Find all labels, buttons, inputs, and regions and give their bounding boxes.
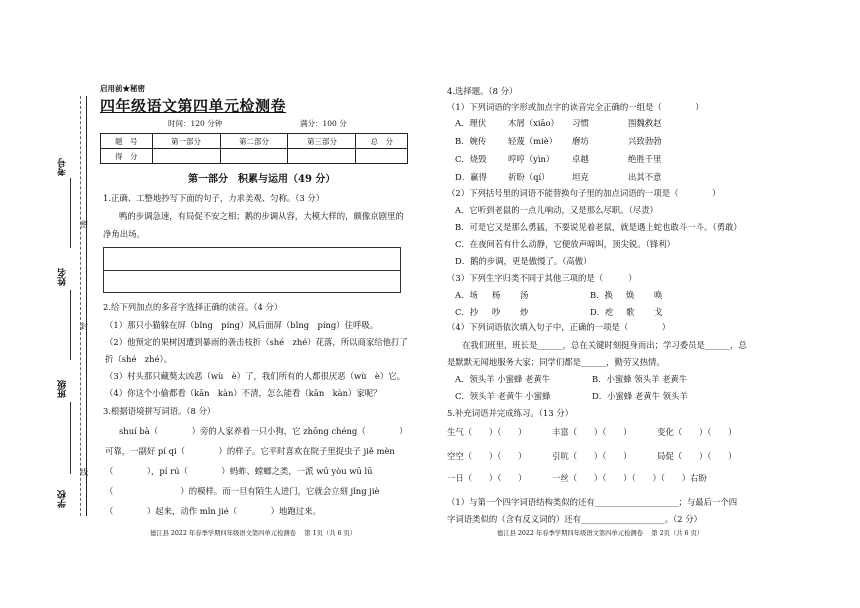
- score-cell[interactable]: [288, 149, 356, 164]
- q4-sub3-char: 炒: [520, 307, 529, 317]
- binding-solid-line: [86, 96, 87, 516]
- score-table-head: 第一部分: [152, 134, 220, 149]
- q4-sub1-opt-b-word: 轻蔑（miè）: [508, 136, 558, 146]
- q5-word-blank[interactable]: 引吭（ ）（ ）: [552, 451, 632, 461]
- score-cell[interactable]: [152, 149, 220, 164]
- q4-sub2-opt-d[interactable]: D．鹅的步调，更是傲慢了。（高傲）: [455, 256, 592, 266]
- q4-sub3-char: 吵: [492, 307, 501, 317]
- seal-mark-xian: 线: [80, 468, 88, 477]
- q3-line: （ ）的模样。而一旦有陌生人进门，它就会立刻 jǐng jiè: [105, 486, 380, 496]
- q4-sub1-opt-d-word: 出其不意: [628, 172, 662, 182]
- score-cell[interactable]: [356, 149, 408, 164]
- q3-line: 可靠，一副好 pí qi（ ）的样子。它平时喜欢在院子里捉虫子 jiě mèn: [105, 446, 395, 456]
- margin-line-name[interactable]: [70, 290, 71, 360]
- q4-sub1-opt-a-word: 习惯: [572, 118, 589, 128]
- q3-line: （ ），pí rú（ ）蚂蚱、螳螂之类，一派 wū yòu wū lū: [105, 466, 373, 476]
- q4-sub1-opt-b[interactable]: B．婉传: [455, 136, 487, 146]
- q4-sub1-opt-b-word: 兴致勃勃: [628, 136, 662, 146]
- q4-sub3-opt-a[interactable]: A．场: [455, 290, 478, 300]
- margin-label-exam-no: 考号: [58, 158, 68, 176]
- part1-heading: 第一部分 积累与运用（49 分）: [188, 174, 336, 185]
- q2-item: （3）村头那只藏獒太凶恶（wù è）了，我们所有的人都很厌恶（wù è）它。: [105, 371, 405, 381]
- q4-title: 4.选择题。（8 分）: [447, 86, 518, 96]
- q4-sub4-opt-b[interactable]: B．小蜜蜂 领头羊 老黄牛: [592, 374, 688, 384]
- score-table: [100, 133, 408, 164]
- q4-sub1-opt-c-word: 绝胜千里: [628, 154, 662, 164]
- q4-sub1-opt-a[interactable]: A．理伏: [455, 118, 487, 128]
- q4-sub3-char: 焕: [626, 290, 635, 300]
- full-score: 满分：100 分: [300, 119, 347, 128]
- q5-sub1: 字词语类似的（含有反义词的）还有____________________。（2 分）: [447, 514, 703, 524]
- q4-sub4-sentence: 在我们班里，班长是______，总在关键时刻挺身而出；学习委员是______，总: [462, 340, 747, 350]
- page-footer-2: 德江县 2022 年春季学期四年级语文第四单元检测卷 第 2页（共 6 页）: [497, 530, 704, 537]
- q5-word-blank[interactable]: 空空（ ）（ ）: [447, 451, 527, 461]
- q1-title: 1.正确、工整地抄写下面的句子，力求美观、匀称。（3 分）: [103, 193, 325, 203]
- q1-writing-divider: [104, 270, 400, 271]
- q4-sub1-opt-a-word: 木屑（xiāo）: [508, 118, 559, 128]
- q3-line: （ ）起来，动作 mǐn jié（ ）地跑过来。: [105, 506, 321, 516]
- score-table-head: 第二部分: [220, 134, 288, 149]
- q4-sub2-opt-c[interactable]: C．在夜间若有什么动静，它便放声啼叫，顶尖锐。（锋利）: [455, 239, 675, 249]
- q4-sub4: （4）下列词语依次填入句子中，正确的一项是（ ）: [447, 322, 671, 332]
- q5-word-blank[interactable]: 变化（ ）（ ）: [657, 427, 737, 437]
- q4-sub1: （1）下列词语的字形或加点字的读音完全正确的一组是（ ）: [447, 102, 704, 112]
- q1-sentence-line: 鸭的步调急速，有局促不安之相；鹅的步调从容，大模大样的，颇像京剧里的: [119, 211, 404, 221]
- q4-sub1-opt-d-word: 祈盼（qí）: [508, 172, 550, 182]
- q4-sub1-opt-c-word: 卓越: [572, 154, 589, 164]
- binding-dashed-line: [80, 96, 81, 516]
- q5-word-blank[interactable]: 局促（ ）（ ）: [657, 451, 737, 461]
- margin-label-class: 班级: [58, 380, 68, 398]
- seal-mark-mi: 密: [80, 220, 88, 229]
- q5-word-blank[interactable]: 一丝（ ）（ ）（ ）（ ）右盼: [552, 473, 707, 483]
- q4-sub1-opt-d[interactable]: D．赢得: [455, 172, 487, 182]
- q4-sub3-char: 歌: [626, 307, 635, 317]
- score-cell[interactable]: [220, 149, 288, 164]
- q4-sub1-opt-a-word: 围魏救赵: [628, 118, 662, 128]
- margin-line-exam-no[interactable]: [70, 178, 71, 248]
- q5-title: 5.补充词语并完成练习。（13 分）: [447, 408, 573, 418]
- q4-sub4-sentence: 是默默无闻地服务大家；同学们都是______，勤劳又热情。: [447, 357, 665, 367]
- q2-title: 2.给下列加点的多音字选择正确的读音。（4 分）: [103, 302, 283, 312]
- q4-sub4-opt-c[interactable]: C．领头羊 老黄牛 小蜜蜂: [455, 391, 551, 401]
- q4-sub1-opt-b-word: 磨坊: [572, 136, 589, 146]
- seal-mark-feng: 封: [80, 322, 88, 331]
- q2-item: （1）那只小猫躲在屏（bǐng píng）风后面屏（bǐng píng）住呼吸。: [105, 320, 379, 330]
- exam-time: 时间：120 分钟: [168, 119, 223, 128]
- q2-item: （2）他预定的果树因遭到暴雨的袭击枝折（shé zhé）花落，所以商家给他打了: [105, 337, 408, 347]
- q4-sub1-opt-c[interactable]: C．烧毁: [455, 154, 487, 164]
- q5-sub1: （1）与第一个四字词语结构类似的还有____________________；与最后一个四: [447, 497, 738, 507]
- score-table-head: 第三部分: [288, 134, 356, 149]
- q4-sub4-opt-a[interactable]: A．领头羊 小蜜蜂 老黄牛: [455, 374, 551, 384]
- q3-line: shuí bà（ ）旁的人家养着一只小狗，它 zhōng chéng（ ）: [119, 426, 408, 436]
- q4-sub2-opt-a[interactable]: A．它听到老鼠的一点儿响动，又是那么尽职。（尽责）: [455, 205, 658, 215]
- q4-sub3-opt-b[interactable]: B．换: [590, 290, 613, 300]
- q4-sub3-char: 唤: [654, 290, 663, 300]
- q5-word-blank[interactable]: 丰富（ ）（ ）: [552, 427, 632, 437]
- q2-item: （4）你这个小偷都看（kān kàn）不清，怎么能看（kān kàn）家呢？: [105, 388, 382, 398]
- page-title: 四年级语文第四单元检测卷: [100, 97, 287, 115]
- q4-sub2: （2）下列括号里的词语不能替换句子里的加点词语的一项是（ ）: [447, 188, 721, 198]
- margin-label-school: 学校: [58, 490, 68, 508]
- margin-line-class[interactable]: [70, 402, 71, 474]
- q4-sub2-opt-b[interactable]: B．可是它又是那么勇猛，不要说见着老鼠，就是遇上蛇也敢斗一斗。（勇敢）: [455, 222, 742, 232]
- q1-sentence-line: 净角出场。: [103, 229, 145, 239]
- score-table-head: 总 分: [356, 134, 408, 149]
- q4-sub1-opt-d-word: 坦克: [572, 172, 589, 182]
- score-table-head: 题 号: [101, 134, 153, 149]
- page-footer-1: 德江县 2022 年春季学期四年级语文第四单元检测卷 第 1页（共 6 页）: [150, 530, 357, 537]
- q1-writing-box[interactable]: [103, 247, 401, 293]
- margin-label-name: 姓名: [58, 268, 68, 286]
- q4-sub3-char: 杨: [492, 290, 501, 300]
- q4-sub3: （3）下列生字归类不同于其他三项的是（ ）: [447, 273, 637, 283]
- q4-sub3-char: 汤: [520, 290, 529, 300]
- q4-sub3-opt-c[interactable]: C．抄: [455, 307, 479, 317]
- q4-sub1-opt-c-word: 哼哼（yìn）: [508, 154, 555, 164]
- q4-sub3-opt-d[interactable]: D．疙: [590, 307, 614, 317]
- q4-sub4-opt-d[interactable]: D．小蜜蜂 老黄牛 领头羊: [592, 391, 688, 401]
- confidential-tag: 启用前★秘密: [100, 84, 145, 93]
- q4-sub3-char: 戈: [654, 307, 663, 317]
- q3-title: 3.根据语境拼写词语。（8 分）: [103, 406, 216, 416]
- q5-word-blank[interactable]: 生气（ ）（ ）: [447, 427, 527, 437]
- q2-item: 折（shé zhé）。: [105, 354, 173, 364]
- q5-word-blank[interactable]: 一日（ ）（ ）: [447, 473, 527, 483]
- score-table-row-label: 得 分: [101, 149, 153, 164]
